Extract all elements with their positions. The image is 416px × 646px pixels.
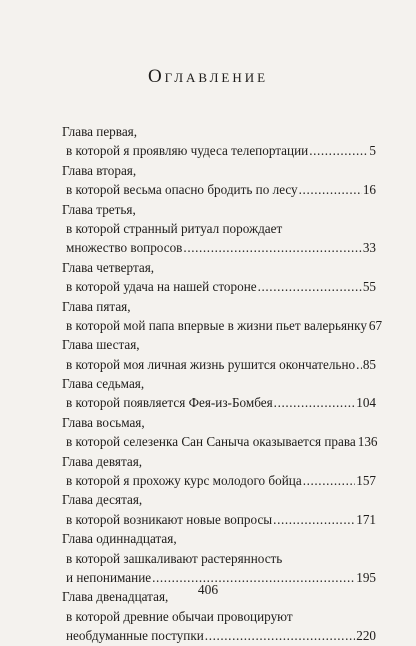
dot-leader <box>258 277 362 296</box>
toc-entry <box>62 161 376 200</box>
chapter-title: Глава третья, <box>62 201 136 217</box>
toc-entry <box>62 258 376 297</box>
toc-page-number: 171 <box>356 511 376 527</box>
chapter-subtitle-line-with-page <box>62 277 376 296</box>
chapter-subtitle-text: в которой селезенка Сан Саныча оказывается права <box>66 434 356 450</box>
chapter-subtitle-text: в которой странный ритуал порождает <box>66 220 283 236</box>
chapter-title: Глава седьмая, <box>62 376 145 392</box>
dot-leader <box>205 626 355 645</box>
chapter-title: Глава шестая, <box>62 337 140 353</box>
chapter-subtitle-text: в которой моя личная жизнь рушится окончательно <box>66 356 356 372</box>
chapter-subtitle-line-with-page <box>62 141 376 160</box>
toc-entry <box>62 529 376 587</box>
dot-leader <box>299 180 362 199</box>
dot-leader <box>303 471 356 490</box>
chapter-title: Глава девятая, <box>62 453 143 469</box>
dot-leader <box>356 355 362 374</box>
toc-page-number: 5 <box>369 143 376 159</box>
chapter-subtitle-line <box>62 607 376 626</box>
toc-entry <box>62 413 376 452</box>
chapter-title: Глава одиннадцатая, <box>62 531 177 547</box>
chapter-subtitle-line-with-page <box>62 355 376 374</box>
toc-page-number: 85 <box>362 356 376 372</box>
chapter-subtitle-text: в которой удача на нашей стороне <box>66 279 257 295</box>
chapter-subtitle-line-with-page <box>62 432 376 451</box>
chapter-subtitle-text: в которой я проявляю чудеса телепортации <box>66 143 309 159</box>
chapter-subtitle-text: в которой я прохожу курс молодого бойца <box>66 473 302 489</box>
dot-leader <box>274 393 356 412</box>
chapter-subtitle-line <box>62 549 376 568</box>
toc-page-number: 220 <box>356 628 376 644</box>
toc-entry <box>62 452 376 491</box>
page-title: Оглавление <box>147 66 269 87</box>
toc-page-number: 195 <box>356 569 376 585</box>
chapter-subtitle-text: в которой возникают новые вопросы <box>66 511 273 527</box>
chapter-title: Глава пятая, <box>62 298 131 314</box>
chapter-subtitle-line-with-page <box>62 471 376 490</box>
toc-entry <box>62 335 376 374</box>
toc-entry <box>62 490 376 529</box>
table-of-contents <box>62 122 383 646</box>
chapter-subtitle-text: в которой зашкаливают растерянность <box>66 550 283 566</box>
toc-page-number: 157 <box>356 473 376 489</box>
toc-entry <box>62 122 376 161</box>
chapter-title: Глава двенадцатая, <box>62 589 169 605</box>
chapter-subtitle-text: в которой появляется Фея-из-Бомбея <box>66 395 273 411</box>
toc-page-number: 33 <box>362 240 376 256</box>
chapter-subtitle-text: в которой весьма опасно бродить по лесу <box>66 182 298 198</box>
chapter-title: Глава четвертая, <box>62 259 155 275</box>
toc-page-number: 67 <box>368 317 383 333</box>
page-number: 406 <box>197 582 219 597</box>
chapter-subtitle-text: в которой мой папа впервые в жизни пьет валерьянку <box>66 317 367 333</box>
chapter-subtitle-line-with-page <box>62 393 376 412</box>
toc-page-number: 104 <box>356 395 376 411</box>
chapter-subtitle-line <box>62 219 376 238</box>
chapter-subtitle-line-with-page <box>62 626 376 645</box>
toc-page-number: 136 <box>357 434 378 450</box>
toc-page-number: 55 <box>362 279 376 295</box>
chapter-title: Глава десятая, <box>62 492 143 508</box>
chapter-subtitle-text: в которой древние обычаи провоцируют <box>66 608 293 624</box>
chapter-title: Глава восьмая, <box>62 414 145 430</box>
toc-entry <box>62 297 383 336</box>
chapter-subtitle-line-with-page <box>62 316 383 335</box>
chapter-subtitle-line-with-page <box>62 238 376 257</box>
chapter-title: Глава первая, <box>62 124 138 139</box>
toc-entry <box>62 200 376 258</box>
toc-entry <box>62 374 376 413</box>
chapter-subtitle-line-with-page <box>62 180 376 199</box>
dot-leader <box>183 238 361 257</box>
chapter-subtitle-text: необдуманные поступки <box>66 628 204 644</box>
chapter-subtitle-text: множество вопросов <box>66 240 183 256</box>
chapter-subtitle-line-with-page <box>62 510 376 529</box>
dot-leader <box>309 141 368 160</box>
toc-page-number: 16 <box>362 182 376 198</box>
chapter-subtitle-text: и непонимание <box>66 569 152 585</box>
chapter-title: Глава вторая, <box>62 162 137 178</box>
dot-leader <box>273 510 355 529</box>
